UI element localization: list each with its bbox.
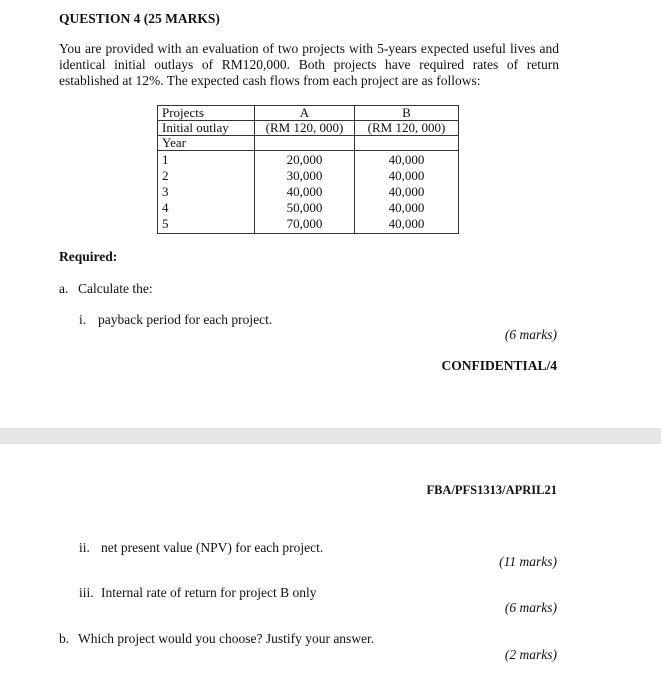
cash-flow-a: 40,000 [286, 184, 323, 199]
blank-cell [255, 136, 355, 151]
year-cell: 1 [162, 152, 169, 167]
row-label-initial-outlay: Initial outlay [158, 121, 255, 136]
page-separator [0, 428, 661, 444]
part-i-marks: (6 marks) [504, 327, 557, 342]
confidential-footer: CONFIDENTIAL/4 [441, 358, 557, 373]
part-a-label: a. [59, 281, 69, 296]
outlay-b: (RM 120, 000) [355, 121, 459, 136]
cash-flow-b: 40,000 [388, 184, 425, 199]
intro-line: identical initial outlays of RM120,000. Both projects have required rates of return [59, 57, 559, 72]
year-cell: 4 [162, 200, 169, 215]
year-cell: 2 [162, 168, 169, 183]
cash-flow-a: 20,000 [286, 152, 323, 167]
cash-flow-table [157, 105, 459, 234]
table-row [158, 151, 459, 234]
cash-flow-a: 70,000 [286, 216, 323, 231]
cash-flow-b: 40,000 [388, 152, 425, 167]
part-ii-label: ii. [79, 540, 90, 555]
required-heading: Required: [59, 249, 118, 264]
table-row [158, 106, 459, 121]
part-iii-label: iii. [79, 585, 94, 600]
outlay-a: (RM 120, 000) [255, 121, 355, 136]
row-label-year: Year [158, 136, 255, 151]
year-cell: 3 [162, 184, 169, 199]
table-row [158, 121, 459, 136]
part-i-text: payback period for each project. [98, 312, 273, 327]
intro-line: established at 12%. The expected cash flows from each project are as follows: [59, 73, 481, 88]
page-header-code: FBA/PFS1313/APRIL21 [426, 483, 557, 497]
cash-flow-b: 40,000 [388, 200, 425, 215]
part-b-text: Which project would you choose? Justify your answer. [78, 631, 375, 646]
intro-line: You are provided with an evaluation of two projects with 5-years expected useful lives and [59, 41, 559, 56]
blank-cell [355, 136, 459, 151]
cash-flow-b: 40,000 [388, 216, 425, 231]
cash-flow-a: 30,000 [286, 168, 323, 183]
part-a-ii [79, 540, 323, 556]
exam-page-2 [0, 444, 661, 700]
question-title: QUESTION 4 (25 MARKS) [59, 11, 220, 26]
part-a-iii [79, 585, 317, 601]
part-ii-text: net present value (NPV) for each project. [101, 540, 324, 555]
table-row [158, 136, 459, 151]
part-b [59, 631, 374, 647]
part-ii-marks: (11 marks) [499, 554, 557, 569]
part-iii-marks: (6 marks) [504, 600, 557, 615]
part-iii-text: Internal rate of return for project B only [101, 585, 317, 600]
part-b-label: b. [59, 631, 70, 646]
year-cell: 5 [162, 216, 169, 231]
question-intro [59, 41, 559, 89]
part-a [59, 281, 153, 297]
project-a-cash-flows [255, 151, 355, 234]
cash-flow-a: 50,000 [286, 200, 323, 215]
project-b-cash-flows [355, 151, 459, 234]
part-a-text: Calculate the: [78, 281, 153, 296]
project-a-header: A [255, 106, 355, 121]
year-column [158, 151, 255, 234]
part-b-marks: (2 marks) [504, 647, 557, 662]
part-a-i [79, 312, 272, 328]
project-b-header: B [355, 106, 459, 121]
part-i-label: i. [79, 312, 87, 327]
cash-flow-b: 40,000 [388, 168, 425, 183]
row-label-projects: Projects [158, 106, 255, 121]
